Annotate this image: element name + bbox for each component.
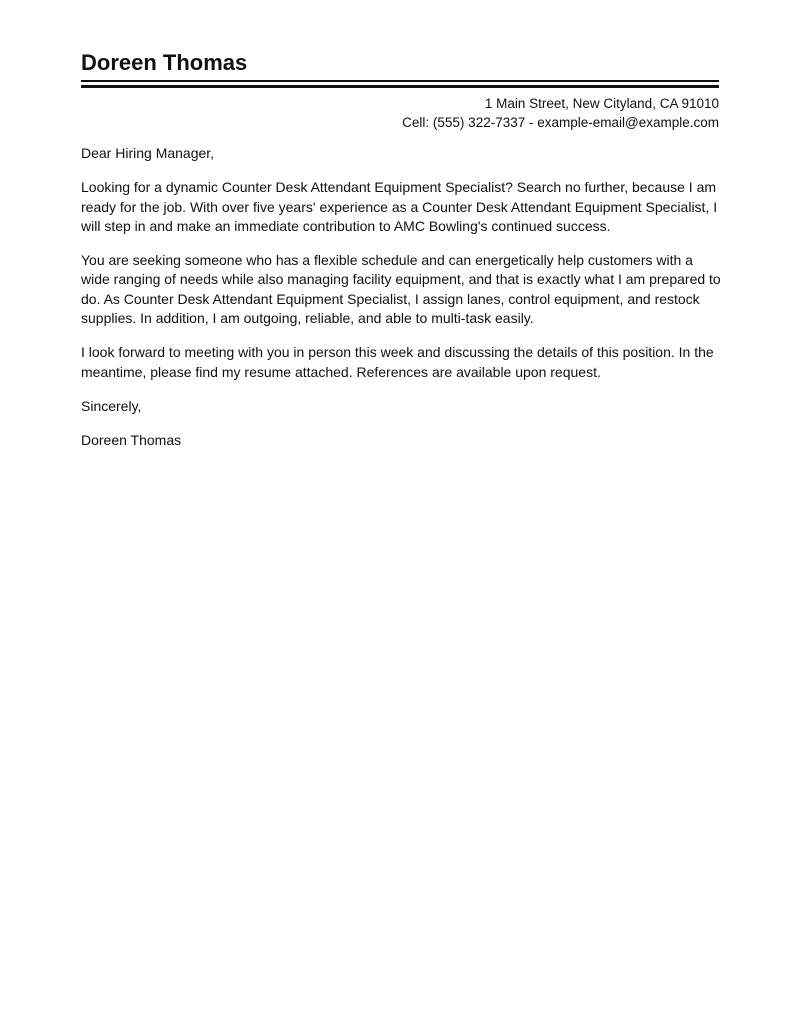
applicant-name: Doreen Thomas (81, 50, 248, 75)
paragraph-2: You are seeking someone who has a flexible schedule and can energetically help customers with a wide ranging of needs while also managing facility equipment, and that is exactly what I am prepared to do. As Counter Desk Attendant Equipment Specialist, I assign lanes, control equipment, and restock supplies. In addition, I am outgoing, reliable, and able to multi-task easily. (81, 252, 721, 327)
contact-line: Cell: (555) 322-7337 - example-email@example.com (402, 115, 719, 130)
signature: Doreen Thomas (81, 432, 182, 449)
header-rule-thin (81, 80, 719, 82)
paragraph-3: I look forward to meeting with you in person this week and discussing the details of this position. In the meantime, please find my resume attached. References are available upon request. (81, 344, 714, 380)
salutation: Dear Hiring Manager, (81, 145, 215, 161)
closing: Sincerely, (81, 397, 142, 414)
paragraph-1: Looking for a dynamic Counter Desk Attendant Equipment Specialist? Search no further, because I am ready for the job. With over five years' experience as a Counter Desk Attendant Equipment Specialist, I will step in and make an immediate contribution to AMC Bowling's continued success. (81, 179, 718, 234)
letter-body (81, 144, 721, 466)
contact-block (402, 94, 719, 132)
header-rule-thick (81, 85, 719, 88)
address-line: 1 Main Street, New Cityland, CA 91010 (484, 96, 719, 111)
